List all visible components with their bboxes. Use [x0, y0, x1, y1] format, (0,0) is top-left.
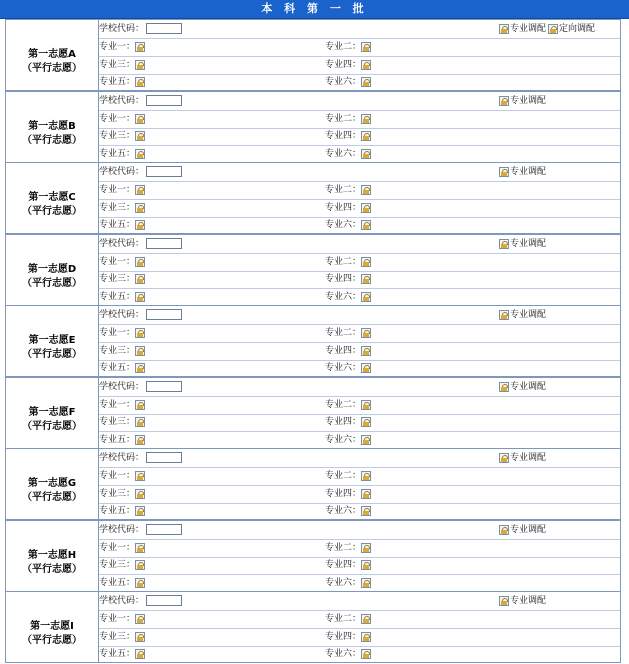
major-row — [99, 502, 620, 520]
major-row — [99, 56, 620, 75]
major6-field — [325, 288, 371, 307]
volunteer-parallel-note: （平行志愿） — [22, 635, 82, 646]
major1-label: 专业一： — [99, 614, 136, 624]
major2-field — [325, 38, 371, 57]
major5-field — [99, 216, 145, 235]
volunteer-block — [5, 305, 621, 377]
major2-lock-icon[interactable] — [361, 185, 371, 195]
major3-field — [99, 56, 145, 75]
major4-label: 专业四： — [325, 488, 362, 499]
major2-label: 专业二： — [325, 328, 362, 338]
major-adjust-checkbox[interactable] — [499, 239, 509, 249]
school-code-row — [99, 521, 620, 540]
directed-adjust-label: 定向调配 — [559, 24, 596, 34]
major2-lock-icon[interactable] — [361, 328, 371, 338]
major6-lock-icon[interactable] — [361, 435, 371, 445]
major6-lock-icon[interactable] — [361, 506, 371, 516]
major3-lock-icon[interactable] — [135, 417, 145, 427]
major-row — [99, 413, 620, 432]
volunteer-parallel-note: （平行志愿） — [22, 206, 82, 217]
major1-label: 专业一： — [99, 42, 136, 52]
major3-label: 专业三： — [99, 560, 136, 570]
major3-label: 专业三： — [99, 274, 136, 284]
adjust-options — [499, 20, 597, 38]
major2-lock-icon[interactable] — [361, 471, 371, 481]
volunteer-label — [6, 253, 98, 305]
major-row — [99, 199, 620, 218]
major-adjust-checkbox[interactable] — [499, 167, 509, 177]
major1-field — [99, 38, 145, 57]
major3-field — [99, 413, 145, 432]
major1-label: 专业一： — [99, 113, 136, 124]
major5-lock-icon[interactable] — [135, 506, 145, 516]
major4-label: 专业四： — [325, 345, 362, 356]
major4-field — [325, 127, 371, 146]
major6-field — [325, 645, 371, 664]
major5-label: 专业五： — [99, 434, 136, 445]
major5-lock-icon[interactable] — [135, 578, 145, 588]
major1-lock-icon[interactable] — [135, 185, 145, 195]
major5-field — [99, 574, 145, 593]
volunteer-parallel-note: （平行志愿） — [22, 277, 82, 289]
major-row — [99, 574, 620, 592]
major2-label: 专业二： — [325, 399, 362, 410]
major-adjust-label: 专业调配 — [510, 24, 547, 34]
volunteer-label — [6, 539, 98, 591]
major-row — [99, 73, 620, 91]
volunteer-title: 第一志愿I — [30, 621, 74, 632]
volunteer-label — [6, 181, 98, 233]
major-row — [99, 645, 620, 663]
major-row — [99, 270, 620, 289]
volunteer-block — [5, 91, 621, 163]
adjust-options — [499, 235, 548, 253]
major3-lock-icon[interactable] — [135, 560, 145, 570]
major-adjust-label: 专业调配 — [510, 95, 547, 106]
major3-label: 专业三： — [99, 631, 136, 642]
major1-field — [99, 467, 145, 486]
major-row — [99, 110, 620, 129]
major4-label: 专业四： — [325, 631, 362, 642]
volunteer-block — [5, 19, 621, 91]
page-title: 本 科 第 一 批 — [0, 0, 629, 19]
school-code-input[interactable] — [146, 381, 182, 392]
school-code-label: 学校代码： — [99, 167, 145, 177]
major6-label: 专业六： — [325, 148, 362, 159]
volunteer-label — [6, 110, 98, 162]
major3-label: 专业三： — [99, 417, 136, 427]
volunteer-parallel-note: （平行志愿） — [22, 492, 82, 503]
major-adjust-label: 专业调配 — [510, 453, 547, 463]
major-adjust-label: 专业调配 — [510, 596, 547, 606]
major2-field — [325, 110, 371, 129]
major-row — [99, 485, 620, 504]
major5-lock-icon[interactable] — [135, 363, 145, 373]
major3-lock-icon[interactable] — [135, 131, 145, 141]
major-row — [99, 396, 620, 415]
major3-field — [99, 199, 145, 218]
volunteer-label — [6, 610, 98, 662]
volunteer-title: 第一志愿D — [27, 263, 77, 275]
major3-label: 专业三： — [99, 345, 136, 356]
major5-lock-icon[interactable] — [135, 77, 145, 87]
school-code-row — [99, 449, 620, 468]
major-adjust-label: 专业调配 — [510, 381, 547, 392]
major6-lock-icon[interactable] — [361, 220, 371, 230]
major1-label: 专业一： — [99, 185, 136, 195]
major-row — [99, 288, 620, 306]
major-adjust-label: 专业调配 — [510, 238, 547, 249]
school-code-input[interactable] — [146, 452, 182, 463]
school-code-row — [99, 235, 620, 254]
school-code-row — [99, 92, 620, 111]
major1-label: 专业一： — [99, 256, 136, 267]
major3-lock-icon[interactable] — [135, 632, 145, 642]
volunteer-label — [6, 324, 98, 376]
major2-field — [325, 467, 371, 486]
major2-field — [325, 610, 371, 629]
school-code-label: 学校代码： — [99, 24, 145, 34]
major3-lock-icon[interactable] — [135, 203, 145, 213]
volunteer-title: 第一志愿G — [27, 478, 77, 489]
major-adjust-checkbox[interactable] — [499, 96, 509, 106]
directed-adjust-checkbox[interactable] — [548, 24, 558, 34]
major2-field — [325, 253, 371, 272]
school-code-row — [99, 592, 620, 611]
major4-label: 专业四： — [325, 202, 362, 213]
major5-field — [99, 288, 145, 307]
major1-label: 专业一： — [99, 399, 136, 410]
major-row — [99, 359, 620, 377]
major2-lock-icon[interactable] — [361, 114, 371, 124]
major1-field — [99, 396, 145, 415]
volunteer-parallel-note: （平行志愿） — [22, 420, 82, 432]
major5-label: 专业五： — [99, 148, 136, 159]
school-code-input[interactable] — [146, 166, 182, 177]
major-adjust-label: 专业调配 — [510, 310, 547, 320]
major5-label: 专业五： — [99, 577, 136, 588]
adjust-options — [499, 521, 548, 539]
major1-label: 专业一： — [99, 471, 136, 481]
major3-lock-icon[interactable] — [135, 60, 145, 70]
school-code-label: 学校代码： — [99, 381, 145, 392]
major-row — [99, 610, 620, 629]
major4-lock-icon[interactable] — [361, 60, 371, 70]
major5-field — [99, 145, 145, 164]
major-row — [99, 145, 620, 163]
major6-lock-icon[interactable] — [361, 292, 371, 302]
major2-lock-icon[interactable] — [361, 257, 371, 267]
major1-lock-icon[interactable] — [135, 471, 145, 481]
major5-label: 专业五： — [99, 649, 136, 659]
major-adjust-label: 专业调配 — [510, 524, 547, 535]
major6-label: 专业六： — [325, 220, 362, 230]
volunteer-title: 第一志愿B — [28, 120, 76, 132]
major4-label: 专业四： — [325, 131, 362, 141]
major1-field — [99, 610, 145, 629]
major4-field — [325, 342, 371, 361]
major1-field — [99, 324, 145, 343]
major-row — [99, 342, 620, 361]
school-code-label: 学校代码： — [99, 524, 145, 535]
major6-lock-icon[interactable] — [361, 363, 371, 373]
school-code-label: 学校代码： — [99, 596, 145, 606]
major-row — [99, 628, 620, 647]
major3-label: 专业三： — [99, 488, 136, 499]
volunteer-title: 第一志愿C — [28, 192, 76, 203]
major6-field — [325, 431, 371, 450]
school-code-input[interactable] — [146, 95, 182, 106]
major-adjust-label: 专业调配 — [510, 167, 547, 177]
volunteer-title: 第一志愿H — [27, 549, 77, 561]
major2-label: 专业二： — [325, 614, 362, 624]
major4-label: 专业四： — [325, 274, 362, 284]
major6-field — [325, 145, 371, 164]
major6-field — [325, 502, 371, 521]
major2-field — [325, 181, 371, 200]
major2-label: 专业二： — [325, 113, 362, 124]
major3-label: 专业三： — [99, 131, 136, 141]
school-code-input[interactable] — [146, 595, 182, 606]
major1-lock-icon[interactable] — [135, 42, 145, 52]
adjust-options — [499, 449, 548, 467]
major2-field — [325, 396, 371, 415]
major2-lock-icon[interactable] — [361, 614, 371, 624]
adjust-options — [499, 163, 548, 181]
major5-lock-icon[interactable] — [135, 149, 145, 159]
major-adjust-checkbox[interactable] — [499, 596, 509, 606]
school-code-label: 学校代码： — [99, 95, 145, 106]
major1-field — [99, 110, 145, 129]
school-code-row — [99, 306, 620, 325]
major4-lock-icon[interactable] — [361, 489, 371, 499]
major6-field — [325, 574, 371, 593]
major6-lock-icon[interactable] — [361, 578, 371, 588]
major5-lock-icon[interactable] — [135, 220, 145, 230]
school-code-input[interactable] — [146, 524, 182, 535]
major1-field — [99, 253, 145, 272]
major4-lock-icon[interactable] — [361, 417, 371, 427]
major2-lock-icon[interactable] — [361, 42, 371, 52]
major2-label: 专业二： — [325, 42, 362, 52]
major4-field — [325, 556, 371, 575]
major-adjust-checkbox[interactable] — [499, 525, 509, 535]
major2-label: 专业二： — [325, 256, 362, 267]
major1-label: 专业一： — [99, 328, 136, 338]
major4-field — [325, 56, 371, 75]
major4-field — [325, 628, 371, 647]
major4-field — [325, 199, 371, 218]
school-code-label: 学校代码： — [99, 453, 145, 463]
major5-lock-icon[interactable] — [135, 649, 145, 659]
major-adjust-checkbox[interactable] — [499, 310, 509, 320]
adjust-options — [499, 92, 548, 110]
major5-label: 专业五： — [99, 77, 136, 87]
adjust-options — [499, 306, 548, 324]
major3-label: 专业三： — [99, 59, 136, 70]
major-row — [99, 127, 620, 146]
major4-lock-icon[interactable] — [361, 203, 371, 213]
major6-lock-icon[interactable] — [361, 77, 371, 87]
major4-lock-icon[interactable] — [361, 131, 371, 141]
major6-label: 专业六： — [325, 434, 362, 445]
major1-lock-icon[interactable] — [135, 543, 145, 553]
major2-lock-icon[interactable] — [361, 400, 371, 410]
major2-field — [325, 324, 371, 343]
volunteer-block — [5, 377, 621, 449]
major-row — [99, 467, 620, 486]
major4-lock-icon[interactable] — [361, 560, 371, 570]
major-row — [99, 539, 620, 558]
major-adjust-checkbox[interactable] — [499, 453, 509, 463]
volunteer-title: 第一志愿A — [28, 49, 76, 60]
major-row — [99, 38, 620, 57]
school-code-input[interactable] — [146, 238, 182, 249]
major4-field — [325, 413, 371, 432]
volunteer-parallel-note: （平行志愿） — [22, 63, 82, 74]
major3-field — [99, 270, 145, 289]
school-code-input[interactable] — [146, 23, 182, 34]
major3-lock-icon[interactable] — [135, 489, 145, 499]
major2-field — [325, 539, 371, 558]
major5-field — [99, 502, 145, 521]
major3-field — [99, 127, 145, 146]
school-code-label: 学校代码： — [99, 238, 145, 249]
major6-label: 专业六： — [325, 506, 362, 516]
volunteer-label — [6, 467, 98, 519]
major3-field — [99, 556, 145, 575]
major6-lock-icon[interactable] — [361, 149, 371, 159]
major3-field — [99, 628, 145, 647]
major5-label: 专业五： — [99, 291, 136, 302]
volunteer-block — [5, 234, 621, 306]
volunteer-parallel-note: （平行志愿） — [22, 349, 82, 360]
major6-field — [325, 216, 371, 235]
major1-label: 专业一： — [99, 542, 136, 553]
major-row — [99, 556, 620, 575]
major-row — [99, 253, 620, 272]
major-adjust-checkbox[interactable] — [499, 24, 509, 34]
major6-field — [325, 73, 371, 92]
major2-label: 专业二： — [325, 542, 362, 553]
school-code-row — [99, 378, 620, 397]
major4-label: 专业四： — [325, 417, 362, 427]
major3-field — [99, 485, 145, 504]
major4-lock-icon[interactable] — [361, 274, 371, 284]
major-adjust-checkbox[interactable] — [499, 382, 509, 392]
major-row — [99, 181, 620, 200]
major4-label: 专业四： — [325, 560, 362, 570]
major3-field — [99, 342, 145, 361]
major1-lock-icon[interactable] — [135, 257, 145, 267]
major6-label: 专业六： — [325, 363, 362, 373]
school-code-label: 学校代码： — [99, 310, 145, 320]
major5-label: 专业五： — [99, 220, 136, 230]
major1-lock-icon[interactable] — [135, 614, 145, 624]
major5-lock-icon[interactable] — [135, 435, 145, 445]
major4-field — [325, 485, 371, 504]
major-row — [99, 431, 620, 449]
major6-label: 专业六： — [325, 77, 362, 87]
adjust-options — [499, 378, 548, 396]
major2-label: 专业二： — [325, 471, 362, 481]
volunteer-parallel-note: （平行志愿） — [22, 134, 82, 146]
school-code-row — [99, 163, 620, 182]
volunteer-block — [5, 591, 621, 663]
volunteer-block — [5, 448, 621, 520]
school-code-row — [99, 20, 620, 39]
major6-label: 专业六： — [325, 577, 362, 588]
major5-lock-icon[interactable] — [135, 292, 145, 302]
major5-field — [99, 645, 145, 664]
major-row — [99, 324, 620, 343]
major6-label: 专业六： — [325, 649, 362, 659]
major5-field — [99, 431, 145, 450]
major5-field — [99, 359, 145, 378]
volunteer-block — [5, 520, 621, 592]
volunteer-title: 第一志愿E — [28, 335, 76, 346]
major3-label: 专业三： — [99, 202, 136, 213]
major5-label: 专业五： — [99, 363, 136, 373]
major6-field — [325, 359, 371, 378]
major2-label: 专业二： — [325, 185, 362, 195]
volunteer-label — [6, 38, 98, 90]
major4-label: 专业四： — [325, 59, 362, 70]
major1-lock-icon[interactable] — [135, 400, 145, 410]
volunteer-parallel-note: （平行志愿） — [22, 563, 82, 575]
major6-lock-icon[interactable] — [361, 649, 371, 659]
major1-lock-icon[interactable] — [135, 114, 145, 124]
major3-lock-icon[interactable] — [135, 274, 145, 284]
major2-lock-icon[interactable] — [361, 543, 371, 553]
volunteer-label — [6, 396, 98, 448]
volunteer-block — [5, 162, 621, 234]
major1-field — [99, 539, 145, 558]
major4-lock-icon[interactable] — [361, 632, 371, 642]
major3-lock-icon[interactable] — [135, 346, 145, 356]
major4-field — [325, 270, 371, 289]
school-code-input[interactable] — [146, 309, 182, 320]
volunteer-title: 第一志愿F — [28, 406, 76, 418]
major6-label: 专业六： — [325, 291, 362, 302]
major-row — [99, 216, 620, 234]
major1-lock-icon[interactable] — [135, 328, 145, 338]
major5-label: 专业五： — [99, 506, 136, 516]
major4-lock-icon[interactable] — [361, 346, 371, 356]
adjust-options — [499, 592, 548, 610]
major5-field — [99, 73, 145, 92]
major1-field — [99, 181, 145, 200]
